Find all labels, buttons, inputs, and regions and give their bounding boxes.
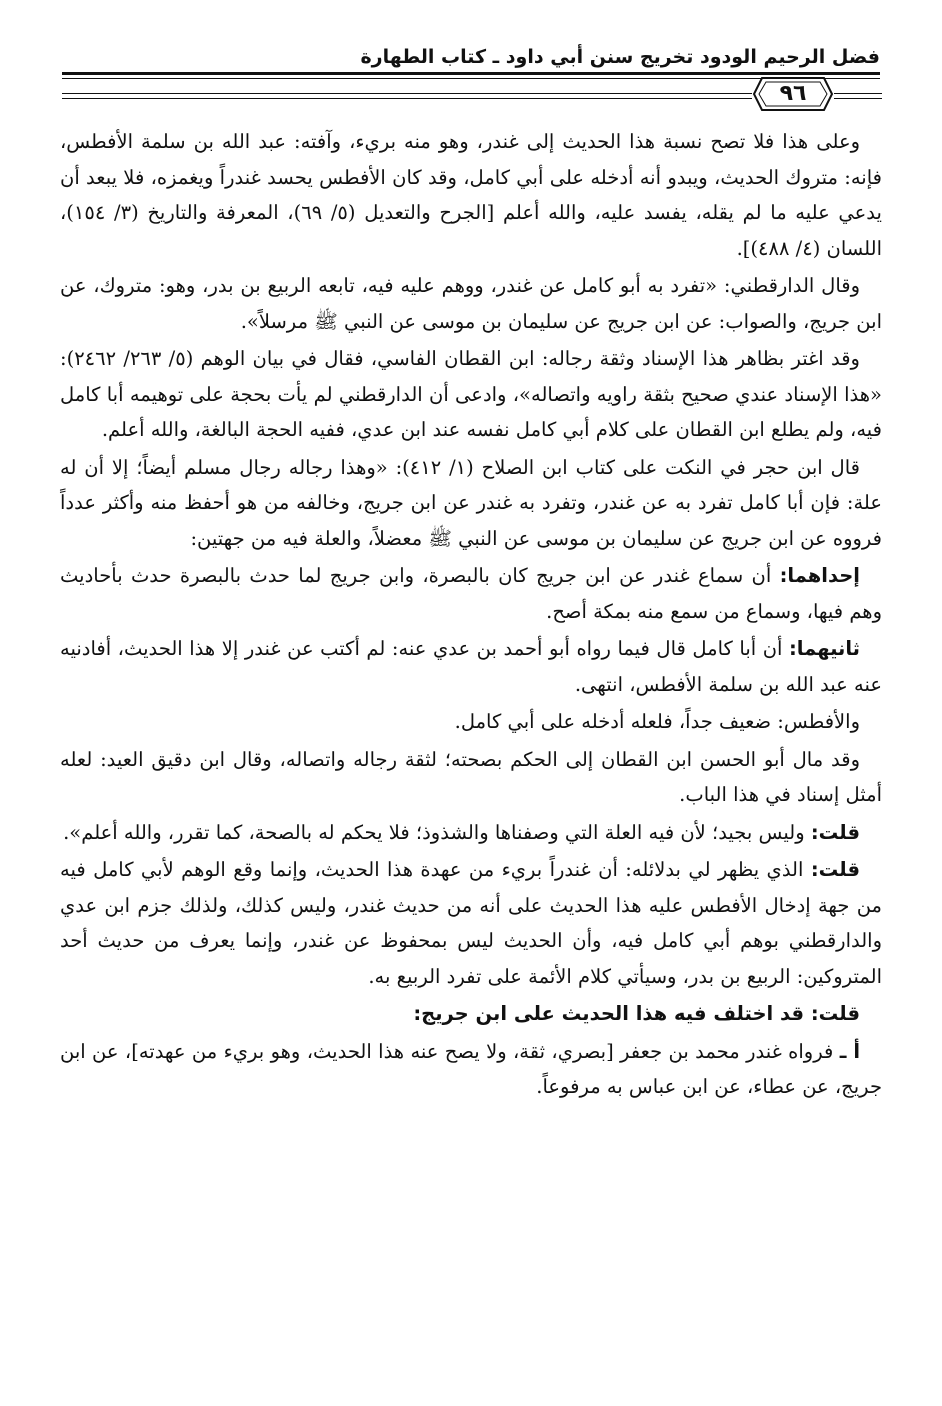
paragraph-text: وعلى هذا فلا تصح نسبة هذا الحديث إلى غندر، وهو منه بريء، وآفته: عبد الله بن سلمة الأفطس، فإنه: متروك الحديث، ويبدو أنه أدخله على أبي كامل، وقد كان الأفطس يحسد غندراً ويغمزه، فلا يبعد أن يدعي عليه ما لم يقله، يفسد عليه، والله أعلم [الجرح والتعديل (٥/ ٦٩)، المعرفة والتاريخ (٣/ ١٥٤)، اللسان (٤/ ٤٨٨)]. [60, 130, 882, 260]
paragraph [60, 268, 882, 339]
paragraph [60, 341, 882, 448]
paragraph-text: وقال الدارقطني: «تفرد به أبو كامل عن غندر، ووهم عليه فيه، تابعه الربيع بن بدر، وهو: متروك، عن ابن جريج، والصواب: عن ابن جريج عن سليمان بن موسى عن النبي ﷺ مرسلاً». [60, 274, 882, 333]
paragraph [60, 450, 882, 557]
paragraph-text: وليس بجيد؛ لأن فيه العلة التي وصفناها والشذوذ؛ فلا يحكم له بالصحة، كما تقرر، والله أعلم». [63, 820, 811, 844]
page-number: ٩٦ [779, 81, 807, 106]
paragraph-text: فرواه غندر محمد بن جعفر [بصري، ثقة، ولا يصح عنه هذا الحديث، وهو بريء من عهدته]، عن ابن جريج، عن عطاء، عن ابن عباس به مرفوعاً. [60, 1039, 882, 1098]
running-head: فضل الرحيم الودود تخريج سنن أبي داود ـ كتاب الطهارة [360, 46, 880, 68]
folio-rule-right [834, 93, 882, 99]
paragraph [60, 124, 882, 266]
paragraph-lead: إحداهما: [779, 564, 860, 587]
list-marker: أ ـ [839, 1039, 860, 1063]
paragraph [60, 631, 882, 702]
paragraph [60, 704, 882, 740]
page-body [60, 124, 882, 1107]
paragraph [60, 742, 882, 813]
paragraph [60, 815, 882, 851]
paragraph-text: أن سماع غندر عن ابن جريج كان بالبصرة، وابن جريج لما حدث بالبصرة حدث بأحاديث وهم فيها، وسماع من سمع منه بمكة أصح. [60, 564, 882, 623]
paragraph-text: الذي يظهر لي بدلائله: أن غندراً بريء من عهدة هذا الحديث، وإنما وقع الوهم لأبي كامل فيه من جهة إدخال الأفطس عليه هذا الحديث على أنه من حديث غندر، وليس كذلك، ولذلك جزم ابن عدي والدارقطني بوهم أبي كامل فيه، وأن الحديث ليس بمحفوظ عن غندر، وإنما يعرف من حديث أحد المتروكين: الربيع بن بدر، وسيأتي كلام الأئمة على تفرد الربيع به. [60, 858, 882, 988]
paragraph-lead: ثانيهما: [789, 637, 860, 660]
paragraph-text: قد اختلف فيه هذا الحديث على ابن جريج: [413, 1002, 811, 1025]
paragraph-text: قال ابن حجر في النكت على كتاب ابن الصلاح (١/ ٤١٢): «وهذا رجاله رجال مسلم أيضاً؛ إلا أن له علة: فإن أبا كامل تفرد به عن غندر، وتفرد به غندر عن ابن جريج، وخالفه من هو أحفظ منه وأكثر عدداً فرووه عن ابن جريج عن سليمان بن موسى عن النبي ﷺ معضلاً، والعلة فيه من جهتين: [60, 455, 882, 550]
folio-rule-left [62, 93, 752, 99]
paragraph-text: والأفطس: ضعيف جداً، فلعله أدخله على أبي كامل. [454, 710, 860, 733]
paragraph [60, 852, 882, 994]
paragraph-lead: قلت: [810, 858, 860, 881]
paragraph-text: أن أبا كامل قال فيما رواه أبو أحمد بن عدي عنه: لم أكتب عن غندر إلا هذا الحديث، أفادنيه عنه عبد الله بن سلمة الأفطس، انتهى. [60, 637, 882, 696]
paragraph [60, 1034, 882, 1105]
paragraph-text: وقد اغتر بظاهر هذا الإسناد وثقة رجاله: ابن القطان الفاسي، فقال في بيان الوهم (٥/ ٢٦٣/ ٢٤٦٢): «هذا الإسناد عندي صحيح بثقة راويه واتصاله»، وادعى أن الدارقطني لم يأت بحجة على توهيمه أبا كامل فيه، ولم يطلع ابن القطان على كلام أبي كامل نفسه عند ابن عدي، ففيه الحجة البالغة، والله أعلم. [60, 347, 882, 441]
paragraph-lead: قلت: [810, 820, 860, 844]
paragraph-lead: قلت: [810, 1002, 860, 1025]
paragraph [60, 996, 882, 1032]
page-number-frame [752, 74, 834, 114]
paragraph-text: وقد مال أبو الحسن ابن القطان إلى الحكم بصحته؛ لثقة رجاله واتصاله، وقال ابن دقيق العيد: لعله أمثل إسناد في هذا الباب. [60, 747, 882, 806]
paragraph [60, 558, 882, 629]
